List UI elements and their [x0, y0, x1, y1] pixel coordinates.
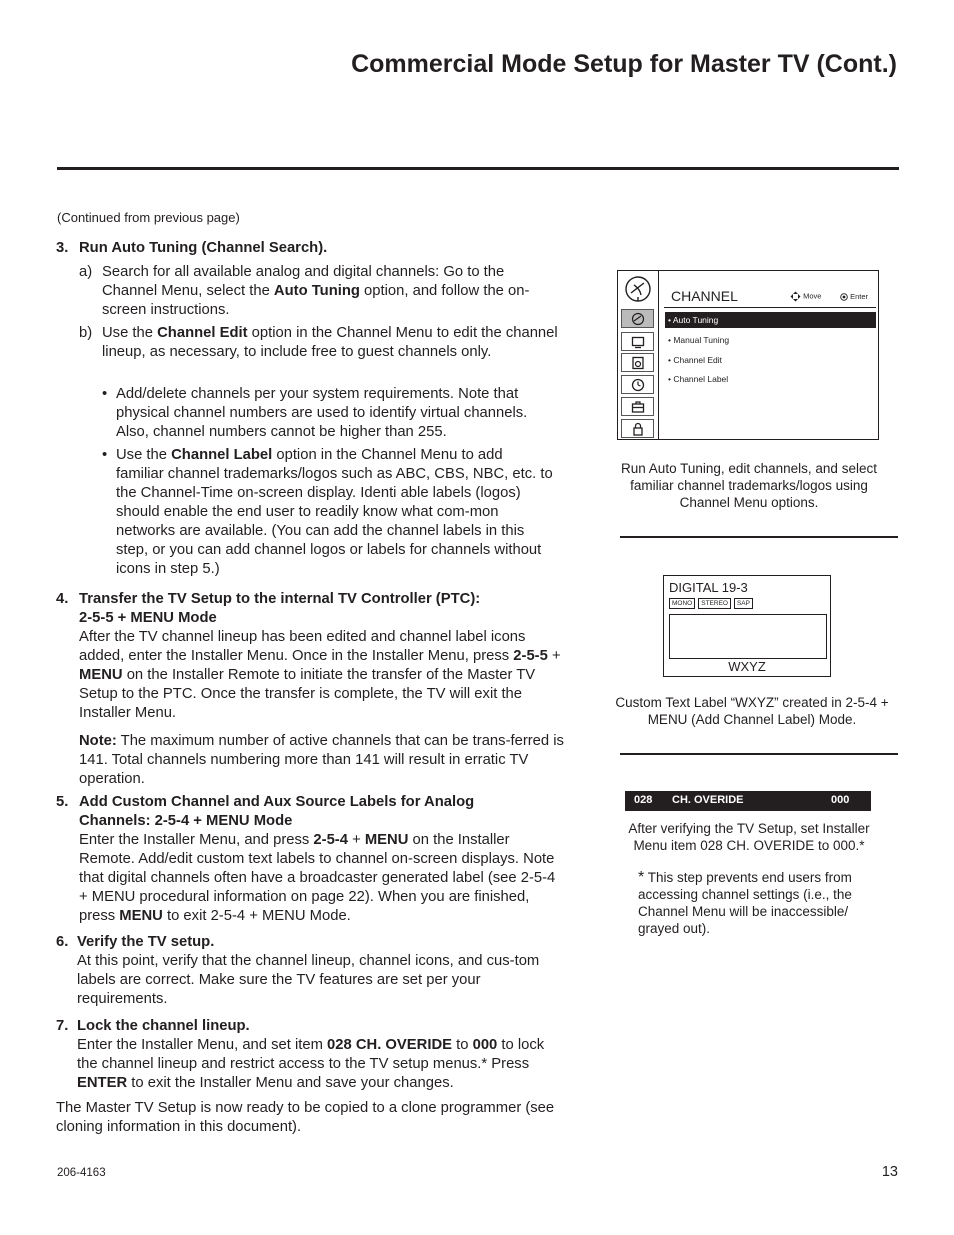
menu-option-manual-tuning[interactable]: • Manual Tuning	[668, 335, 730, 345]
audio-tag: MONO	[669, 598, 695, 609]
menu-icon-option	[621, 397, 654, 416]
figure-divider-1	[620, 536, 898, 538]
step-title: Run Auto Tuning (Channel Search).	[79, 240, 328, 256]
menu-option-auto-tuning[interactable]: • Auto Tuning	[665, 312, 876, 328]
document-number: 206-4163	[57, 1167, 106, 1179]
speaker-icon	[631, 356, 645, 370]
audio-tag: SAP	[734, 598, 753, 609]
channel-number: DIGITAL 19-3	[669, 580, 748, 595]
figure-caption-1: Run Auto Tuning, edit channels, and select familiar channel trademarks/logos using Channel Menu options.	[621, 461, 877, 510]
header-rule	[57, 167, 899, 170]
toolbox-icon	[631, 400, 645, 414]
tv-icon	[631, 335, 645, 349]
menu-option-channel-edit[interactable]: • Channel Edit	[668, 355, 723, 365]
step-number: 7.	[56, 1018, 69, 1034]
menu-divider	[664, 307, 876, 308]
setting-item-name: CH. OVERIDE	[672, 794, 744, 806]
footnote: * This step prevents end users from accessing channel settings (i.e., the Channel Menu will be inaccessible/ grayed out).	[638, 869, 852, 936]
menu-icon-time	[621, 375, 654, 394]
menu-icon-lock	[621, 419, 654, 438]
menu-heading: CHANNEL	[671, 288, 738, 304]
move-arrows-icon	[790, 291, 801, 302]
menu-option-channel-label[interactable]: • Channel Label	[668, 374, 729, 384]
setting-item-number: 028	[634, 794, 653, 806]
audio-tags	[669, 598, 753, 609]
continued-note: (Continued from previous page)	[57, 210, 240, 225]
figure-caption-2: Custom Text Label “WXYZ” created in 2-5-4 + MENU (Add Channel Label) Mode.	[615, 695, 889, 727]
menu-icon-column	[618, 271, 659, 439]
menu-icon-picture	[621, 332, 654, 351]
move-hint: Move	[790, 291, 821, 302]
channel-menu-figure	[617, 270, 879, 440]
step-number: 4.	[56, 591, 69, 607]
closing-paragraph: The Master TV Setup is now ready to be copied to a clone programmer (see cloning information in this document).	[56, 1100, 555, 1135]
page-number: 13	[881, 1164, 898, 1180]
banner-text-area	[669, 614, 827, 659]
step-3-bullet-1: • Add/delete channels per your system requirements. Note that physical channel numbers are used to identify virtual channels. Also, channel numbers cannot be higher than 255.	[102, 386, 528, 440]
ch-overide-setting	[625, 791, 871, 811]
figure-caption-3: After verifying the TV Setup, set Installer Menu item 028 CH. OVERIDE to 000.*	[628, 821, 870, 853]
page-title: Commercial Mode Setup for Master TV (Cont.)	[351, 50, 897, 78]
figure-divider-2	[620, 753, 898, 755]
custom-channel-label: WXYZ	[728, 659, 766, 674]
enter-hint: Enter	[840, 292, 868, 301]
menu-icon-channel	[621, 309, 654, 328]
step-number: 3.	[56, 240, 69, 256]
step-3-a: a) Search for all available analog and digital channels: Go to the Channel Menu, select the Auto Tuning option, and follow the on-screen instructions.	[79, 264, 530, 318]
setting-item-value: 000	[831, 794, 850, 806]
audio-tag: STEREO	[698, 598, 731, 609]
step-number: 5.	[56, 794, 69, 810]
step-3-b: b) Use the Channel Edit option in the Channel Menu to edit the channel lineup, as necessary, to include free to guest channels only.	[79, 325, 558, 360]
clock-icon	[631, 378, 645, 392]
enter-button-icon	[840, 293, 848, 301]
channel-banner-figure	[663, 575, 831, 677]
step-number: 6.	[56, 934, 69, 950]
menu-icon-audio	[621, 353, 654, 372]
step-3-bullet-2: • Use the Channel Label option in the Channel Menu to add familiar channel trademarks/logos such as ABC, CBS, NBC, etc. to the Channel-Time on-screen display. Identi able labels (logos) should enable the end user to readily know what com-mon networks are available. (You can add the channel labels in this step, or you can add channel logos or labels for channels without icons in step 5.)	[102, 447, 553, 577]
lock-icon	[631, 422, 645, 436]
satellite-icon	[631, 312, 645, 326]
satellite-dish-icon	[624, 275, 652, 308]
